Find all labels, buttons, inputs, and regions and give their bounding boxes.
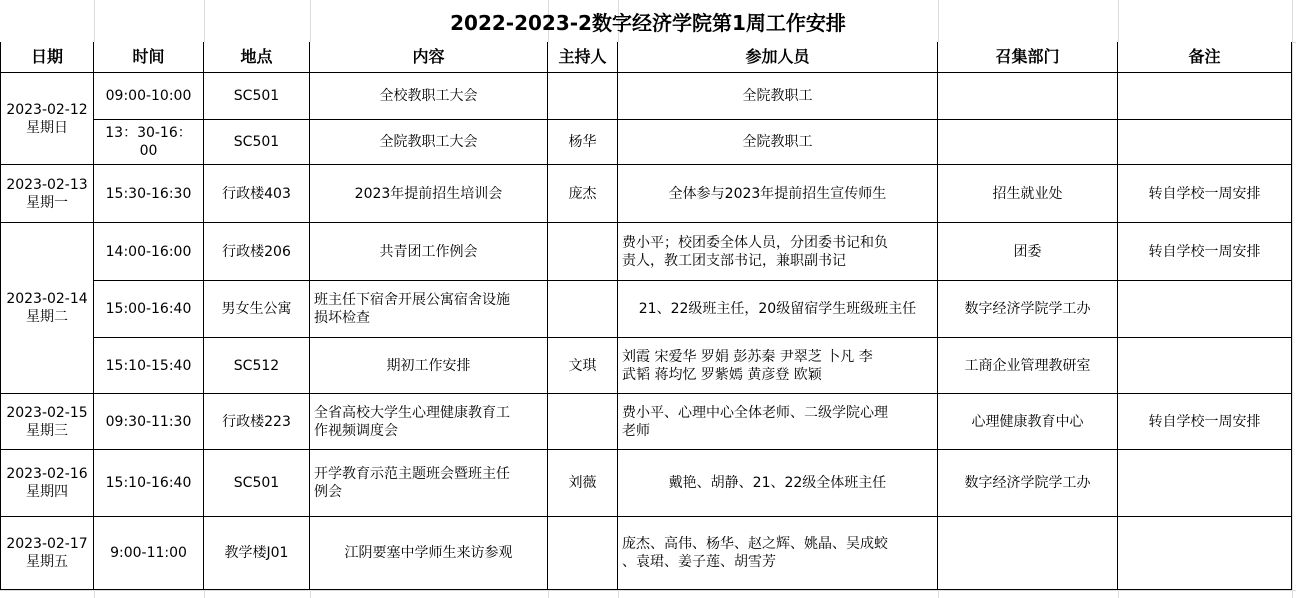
place-cell[interactable]: SC501 [204, 450, 310, 517]
header-cell[interactable]: 召集部门 [938, 42, 1118, 73]
dept-cell[interactable] [938, 73, 1118, 120]
header-cell[interactable]: 主持人 [548, 42, 618, 73]
dept-cell[interactable]: 团委 [938, 223, 1118, 281]
participants-cell[interactable]: 全体参与2023年提前招生宣传师生 [618, 165, 938, 223]
date-cell[interactable] [0, 517, 94, 590]
place-cell[interactable]: 行政楼403 [204, 165, 310, 223]
note-cell[interactable] [1118, 73, 1292, 120]
place-cell[interactable]: 教学楼J01 [204, 517, 310, 590]
content-cell[interactable]: 江阴要塞中学师生来访参观 [310, 517, 548, 590]
note-cell[interactable] [1118, 450, 1292, 517]
sheet-title[interactable]: 2022-2023-2数字经济学院第1周工作安排 [450, 10, 846, 35]
weekday-text: 星期五 [26, 554, 68, 570]
note-cell[interactable] [1118, 517, 1292, 590]
host-cell[interactable]: 文琪 [548, 338, 618, 394]
host-cell[interactable] [548, 394, 618, 450]
date-text: 2023-02-12 [6, 101, 88, 118]
time-cell[interactable]: 13：30-16：00 [94, 120, 204, 165]
content-cell[interactable]: 2023年提前招生培训会 [310, 165, 548, 223]
host-cell[interactable] [548, 223, 618, 281]
content-cell[interactable]: 开学教育示范主题班会暨班主任 例会 [310, 450, 548, 517]
header-cell[interactable]: 地点 [204, 42, 310, 73]
weekday-text: 星期日 [26, 119, 68, 136]
time-cell[interactable]: 15:10-15:40 [94, 338, 204, 394]
date-cell[interactable] [0, 223, 94, 394]
date-cell[interactable] [0, 73, 94, 165]
participants-cell[interactable]: 全院教职工 [618, 120, 938, 165]
date-text: 2023-02-16 [6, 466, 88, 482]
header-cell[interactable]: 内容 [310, 42, 548, 73]
header-cell[interactable]: 备注 [1118, 42, 1292, 73]
participants-cell[interactable]: 庞杰、高伟、杨华、赵之辉、姚晶、吴成蛟 、袁珺、姜子莲、胡雪芳 [618, 517, 938, 590]
participants-cell[interactable]: 全院教职工 [618, 73, 938, 120]
date-text: 2023-02-17 [6, 536, 88, 552]
weekday-text: 星期一 [26, 194, 68, 211]
host-cell[interactable]: 杨华 [548, 120, 618, 165]
weekday-text: 星期四 [26, 484, 68, 500]
host-cell[interactable]: 刘薇 [548, 450, 618, 517]
time-cell[interactable]: 09:00-10:00 [94, 73, 204, 120]
place-cell[interactable]: SC501 [204, 120, 310, 165]
dept-cell[interactable]: 工商企业管理教研室 [938, 338, 1118, 394]
time-cell[interactable]: 09:30-11:30 [94, 394, 204, 450]
content-cell[interactable]: 全省高校大学生心理健康教育工 作视频调度会 [310, 394, 548, 450]
note-cell[interactable] [1118, 281, 1292, 338]
place-cell[interactable]: SC501 [204, 73, 310, 120]
place-cell[interactable]: 行政楼206 [204, 223, 310, 281]
place-cell[interactable]: 男女生公寓 [204, 281, 310, 338]
date-text: 2023-02-14 [6, 291, 88, 307]
note-cell[interactable]: 转自学校一周安排 [1118, 223, 1292, 281]
time-cell[interactable]: 15:10-16:40 [94, 450, 204, 517]
time-cell[interactable]: 15:00-16:40 [94, 281, 204, 338]
weekday-text: 星期三 [26, 422, 68, 439]
dept-cell[interactable]: 心理健康教育中心 [938, 394, 1118, 450]
content-cell[interactable]: 班主任下宿舍开展公寓宿舍设施 损坏检查 [310, 281, 548, 338]
note-cell[interactable]: 转自学校一周安排 [1118, 165, 1292, 223]
host-cell[interactable] [548, 517, 618, 590]
date-cell[interactable] [0, 450, 94, 517]
date-cell[interactable] [0, 165, 94, 223]
host-cell[interactable]: 庞杰 [548, 165, 618, 223]
dept-cell[interactable]: 数字经济学院学工办 [938, 281, 1118, 338]
place-cell[interactable]: 行政楼223 [204, 394, 310, 450]
weekday-text: 星期二 [26, 309, 68, 325]
date-text: 2023-02-13 [6, 176, 88, 193]
header-cell[interactable]: 时间 [94, 42, 204, 73]
dept-cell[interactable]: 招生就业处 [938, 165, 1118, 223]
time-cell[interactable]: 9:00-11:00 [94, 517, 204, 590]
date-text: 2023-02-15 [6, 404, 88, 421]
content-cell[interactable]: 全院教职工大会 [310, 120, 548, 165]
host-cell[interactable] [548, 281, 618, 338]
time-cell[interactable]: 14:00-16:00 [94, 223, 204, 281]
note-cell[interactable]: 转自学校一周安排 [1118, 394, 1292, 450]
dept-cell[interactable]: 数字经济学院学工办 [938, 450, 1118, 517]
host-cell[interactable] [548, 73, 618, 120]
place-cell[interactable]: SC512 [204, 338, 310, 394]
date-cell[interactable] [0, 394, 94, 450]
gridline [1292, 0, 1293, 598]
participants-cell[interactable]: 费小平、心理中心全体老师、二级学院心理 老师 [618, 394, 938, 450]
dept-cell[interactable] [938, 120, 1118, 165]
header-cell[interactable]: 日期 [0, 42, 94, 73]
participants-cell[interactable]: 刘霞 宋爱华 罗娟 彭苏秦 尹翠芝 卜凡 李 武韬 蒋均忆 罗紫嫣 黄彦登 欧颖 [618, 338, 938, 394]
participants-cell[interactable]: 戴艳、胡静、21、22级全体班主任 [618, 450, 938, 517]
header-cell[interactable]: 参加人员 [618, 42, 938, 73]
participants-cell[interactable]: 21、22级班主任，20级留宿学生班级班主任 [618, 281, 938, 338]
content-cell[interactable]: 期初工作安排 [310, 338, 548, 394]
note-cell[interactable] [1118, 120, 1292, 165]
dept-cell[interactable] [938, 517, 1118, 590]
time-cell[interactable]: 15:30-16:30 [94, 165, 204, 223]
content-cell[interactable]: 全校教职工大会 [310, 73, 548, 120]
gridline [0, 590, 1296, 591]
content-cell[interactable]: 共青团工作例会 [310, 223, 548, 281]
note-cell[interactable] [1118, 338, 1292, 394]
participants-cell[interactable]: 费小平；校团委全体人员，分团委书记和负 责人，教工团支部书记，兼职副书记 [618, 223, 938, 281]
